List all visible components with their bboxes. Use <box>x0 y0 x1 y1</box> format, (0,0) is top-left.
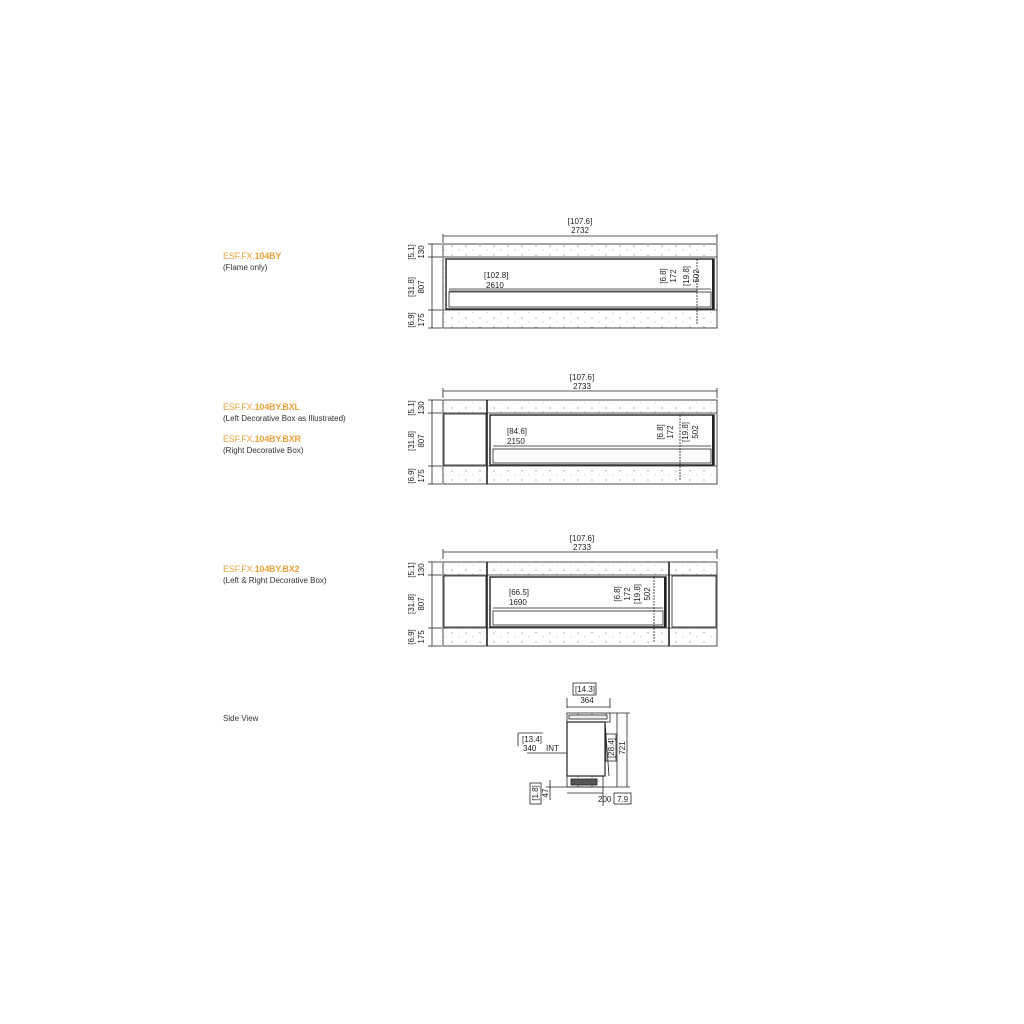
dim-opening-inch: [102.8] <box>484 271 509 280</box>
dim-mid-inch: [31.8] <box>407 276 416 298</box>
dim-top-mm: 130 <box>417 401 426 415</box>
dim-overall-inch: [107.6] <box>569 534 595 543</box>
dim-opening-inch: [84.6] <box>507 427 528 436</box>
dim-base-mm: 200 <box>598 795 612 804</box>
dim-bottom-mm: 175 <box>417 469 426 483</box>
dim-bottom-mm: 175 <box>417 313 426 327</box>
model-caption: (Right Decorative Box) <box>223 446 304 455</box>
dim-int-inch: [13.4] <box>522 735 543 744</box>
dim-height2-mm: 502 <box>691 425 700 439</box>
dim-depth-mm: 364 <box>580 696 594 705</box>
model-number: 104BY.BXR <box>254 434 301 444</box>
dim-foot-inch: [1.8] <box>531 785 540 801</box>
dim-overall-inch: [107.6] <box>569 373 595 382</box>
side-burner <box>571 779 597 785</box>
dim-bottom-inch: [6.9] <box>407 629 416 645</box>
model-number: 104BY.BX2 <box>254 564 300 574</box>
left-decorative-box <box>444 414 486 465</box>
dim-height-inch: [28.4] <box>607 737 616 759</box>
model-prefix: ESF.FX. <box>223 434 255 444</box>
model-number: 104BY <box>254 251 282 261</box>
dim-height1-mm: 172 <box>623 587 632 601</box>
dim-height2-inch: [19.8] <box>682 265 691 287</box>
dim-height1-mm: 172 <box>669 269 678 283</box>
front-view-both-boxes <box>428 549 717 646</box>
dim-overall-mm: 2733 <box>573 543 591 552</box>
dim-overall-mm: 2732 <box>571 226 589 235</box>
dim-top-mm: 130 <box>417 563 426 577</box>
dim-opening-mm: 2150 <box>507 437 525 446</box>
model-prefix: ESF.FX. <box>223 402 255 412</box>
dim-opening-mm: 2610 <box>486 281 504 290</box>
dim-top-mm: 130 <box>417 245 426 259</box>
dim-height-mm: 721 <box>618 741 627 755</box>
side-view-title: Side View <box>223 714 259 723</box>
dim-int-label: INT <box>546 744 559 753</box>
model-caption: (Left Decorative Box as Illustrated) <box>223 414 346 423</box>
right-decorative-box <box>672 576 716 627</box>
model-caption: (Left & Right Decorative Box) <box>223 576 327 585</box>
model-number: 104BY.BXL <box>254 402 300 412</box>
model-prefix: ESF.FX. <box>223 251 255 261</box>
dim-foot-mm: 47 <box>541 788 550 798</box>
dim-top-inch: [5.1] <box>407 400 416 416</box>
dim-depth-inch: [14.3] <box>574 685 596 694</box>
dim-height2-inch: [19.8] <box>681 421 690 443</box>
left-decorative-box <box>444 576 486 627</box>
dim-height1-mm: 172 <box>666 425 675 439</box>
model-caption: (Flame only) <box>223 263 268 272</box>
dim-bottom-inch: [6.9] <box>407 312 416 328</box>
dim-mid-inch: [31.8] <box>407 593 416 615</box>
dim-opening-mm: 1690 <box>509 598 527 607</box>
dim-mid-mm: 807 <box>417 597 426 611</box>
dim-height1-inch: [6.8] <box>659 268 668 284</box>
dim-bottom-mm: 175 <box>417 630 426 644</box>
dim-height1-inch: [6.8] <box>613 586 622 602</box>
dim-mid-inch: [31.8] <box>407 430 416 452</box>
dim-bottom-inch: [6.9] <box>407 468 416 484</box>
dim-top-inch: [5.1] <box>407 562 416 578</box>
dim-height1-inch: [6.8] <box>656 424 665 440</box>
dim-overall-mm: 2733 <box>573 382 591 391</box>
side-body <box>567 722 605 776</box>
dim-height2-inch: [19.8] <box>633 583 642 605</box>
dim-mid-mm: 807 <box>417 280 426 294</box>
model-prefix: ESF.FX. <box>223 564 255 574</box>
dim-mid-mm: 807 <box>417 434 426 448</box>
side-top-rail <box>569 715 607 719</box>
dim-int-mm: 340 <box>523 744 537 753</box>
dim-top-inch: [5.1] <box>407 244 416 260</box>
dim-base-inch: 7.9 <box>617 795 629 804</box>
dim-overall-inch: [107.6] <box>567 217 593 226</box>
dim-height2-mm: 502 <box>692 269 701 283</box>
dim-opening-inch: [66.5] <box>509 588 530 597</box>
dim-height2-mm: 502 <box>643 587 652 601</box>
